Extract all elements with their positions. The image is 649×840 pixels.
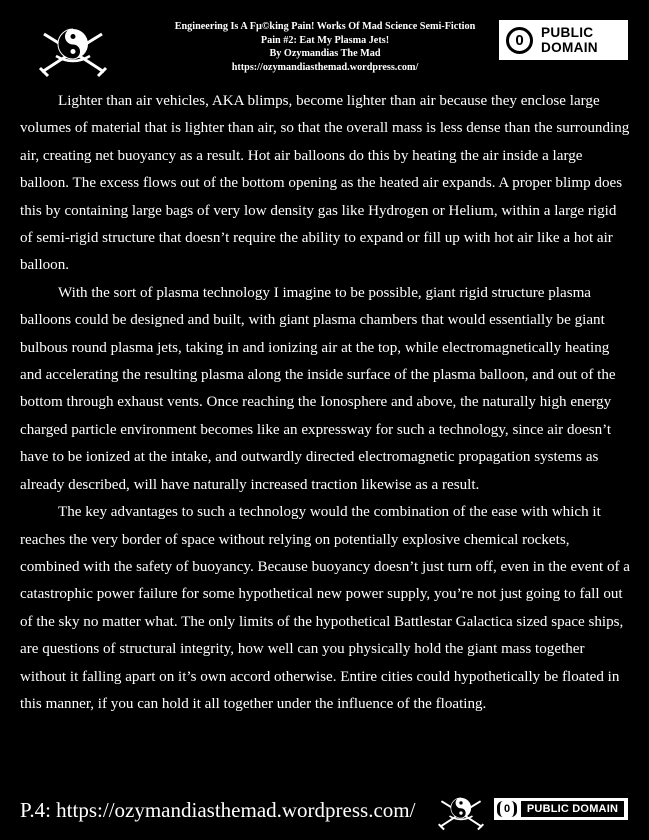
paragraph-1: Lighter than air vehicles, AKA blimps, become lighter than air because they enclose large volumes of material that is lighter than air, so that the overall mass is less dense than the surrounding air, creating net buoyancy as a result. Hot air balloons do this by heating the air inside a large balloon. The excess flows out of the bottom opening as the heated air expands. A proper blimp does this by containing large bags of very low density gas like Hydrogen or Helium, within a large rigid of semi-rigid structure that doesn’t require the ability to expand or fill up with hot air like a hot air balloon.: [20, 93, 630, 274]
public-domain-icon: [506, 27, 533, 54]
public-domain-footer-icon: [497, 801, 517, 817]
public-domain-label: [541, 26, 598, 55]
header-url[interactable]: https://ozymandiasthemad.wordpress.com/: [231, 61, 419, 73]
public-domain-badge: [499, 20, 628, 60]
paragraph-2: With the sort of plasma technology I imagine to be possible, giant rigid structure plasma balloons could be designed and built, with giant plasma chambers that would essentially be giant bulbous round plasma jets, taking in and ionizing air at the top, while electromagnetically heating and accelerating the resulting plasma along the inside surface of the plasma balloon, and out of the bottom through exhaust vents. Once reaching the Ionosphere and above, the naturally high energy charged particle environment becomes like an expressway for such a technology, since air doesn’t have to be ionized at the intake, and outwardly directed electromagnetic propagation systems as already described, will have naturally increased traction likewise as a result.: [20, 284, 616, 493]
public-domain-badge-footer: [494, 798, 628, 820]
public-domain-symbol: 0: [515, 32, 524, 49]
chapter-title: Pain #2: Eat My Plasma Jets!: [260, 34, 390, 46]
page-footer: [0, 790, 649, 830]
public-domain-footer-symbol: 0: [503, 803, 511, 815]
paragraph-3: The key advantages to such a technology would the combination of the ease with which it reaches the very border of space without relying on potentially explosive chemical rockets, combined with the safety of buoyancy. Because buoyancy doesn’t just turn off, even in the event of a catastrophic power failure for some hypothetical new power supply, you’re not just going to fall out of the sky no matter what. The only limits of the hypothetical Battlestar Galactica sized space ships, are questions of structural integrity, how well can you physically hold the giant mass together without it falling apart on it’s own accord otherwise. Entire cities could hypothetically be floated in this manner, if you can hold it all together under the influence of the floating.: [20, 504, 631, 712]
article-body: [20, 88, 632, 718]
page-number-and-url[interactable]: P.4: https://ozymandiasthemad.wordpress.com/: [20, 798, 416, 822]
series-title: Engineering Is A Fµ©king Pain! Works Of Mad Science Semi-Fiction: [174, 21, 476, 32]
yin-yang-crossed-swords-logo: [36, 22, 110, 78]
header-text-block: [150, 20, 500, 74]
page-header: [0, 0, 649, 80]
badge-line-public: PUBLIC: [541, 25, 594, 40]
public-domain-footer-label: PUBLIC DOMAIN: [521, 801, 624, 817]
author-line: By Ozymandias The Mad: [269, 48, 381, 60]
yin-yang-crossed-swords-logo-small: [436, 793, 486, 831]
badge-line-domain: DOMAIN: [541, 39, 598, 55]
